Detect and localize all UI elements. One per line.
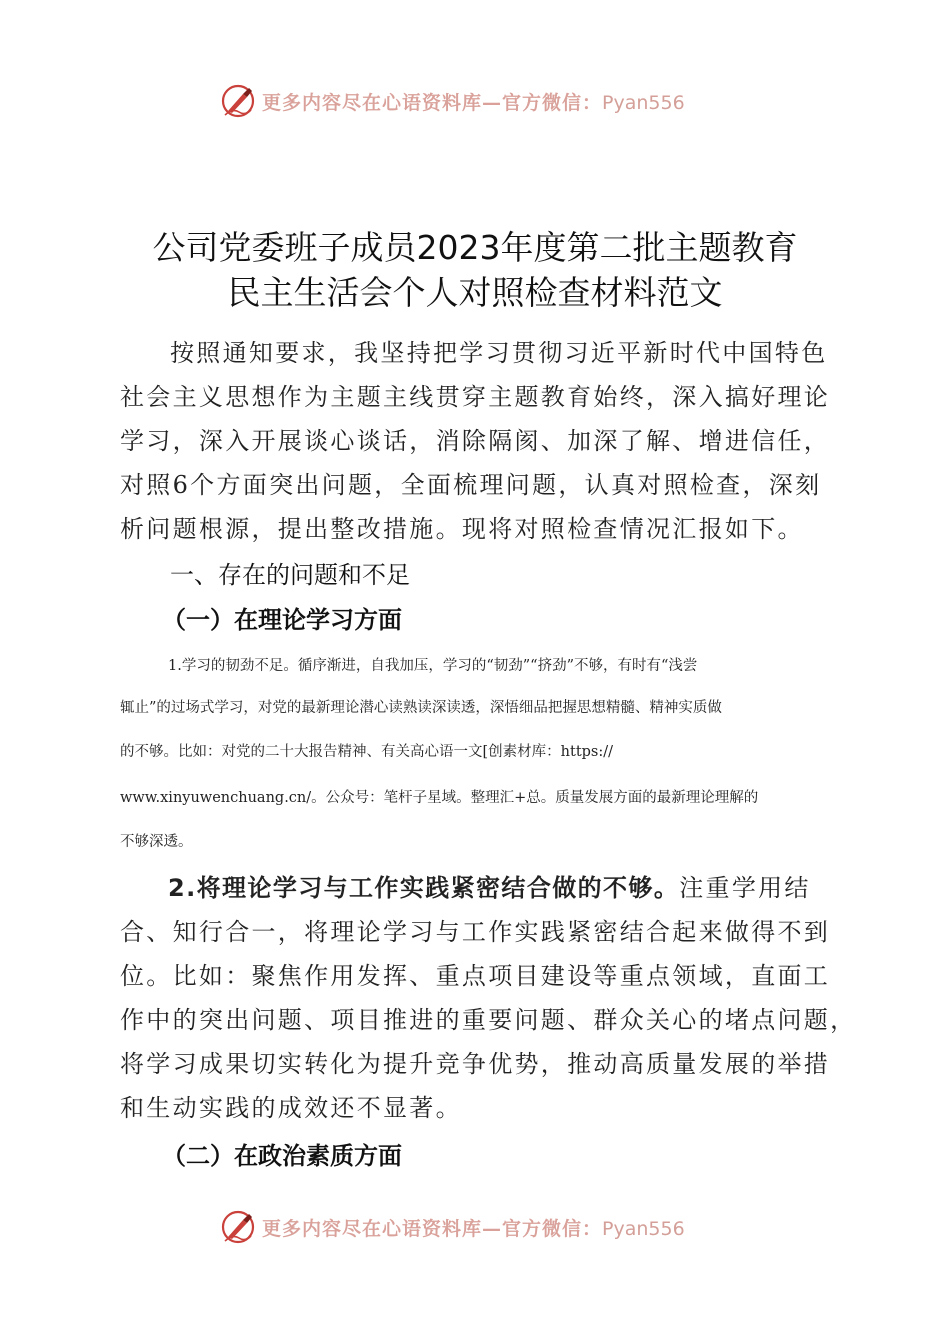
item-2-line: 作中的突出问题、项目推进的重要问题、群众关心的堵点问题， [120, 1006, 857, 1034]
item-2-first-line [168, 868, 811, 903]
subsection-heading-political-quality: （二）在政治素质方面 [162, 1142, 402, 1170]
item-2-line: 合、知行合一，将理论学习与工作实践紧密结合起来做得不到 [120, 918, 831, 946]
document-title-line-2: 民主生活会个人对照检查材料范文 [227, 273, 723, 312]
watermark-text: 更多内容尽在心语资料库—官方微信：Pyan556 [262, 92, 685, 114]
section-heading-problems: 一、存在的问题和不足 [170, 561, 410, 589]
subsection-heading-theory-study: （一）在理论学习方面 [162, 606, 402, 634]
item-2-line: 将学习成果切实转化为提升竞争优势，推动高质量发展的举措 [120, 1050, 831, 1078]
intro-line: 按照通知要求，我坚持把学习贯彻习近平新时代中国特色 [170, 339, 828, 367]
pen-seal-logo-icon [219, 1208, 257, 1246]
item-1-line: 不够深透。 [120, 834, 193, 850]
watermark-wechat-id: Pyan556 [602, 1218, 685, 1240]
footer-watermark [0, 1208, 950, 1248]
intro-line: 析问题根源，提出整改措施。现将对照检查情况汇报如下。 [120, 515, 804, 543]
item-1-line: 1.学习的韧劲不足。循序渐进，自我加压，学习的“韧劲”“挤劲”不够，有时有“浅尝 [168, 658, 698, 674]
intro-line: 学习，深入开展谈心谈话，消除隔阂、加深了解、增进信任， [120, 427, 831, 455]
item-2-line: 和生动实践的成效还不显著。 [120, 1094, 462, 1122]
item-1-line: 的不够。比如：对党的二十大报告精神、有关高心语一文[创素材库：https:// [120, 744, 614, 760]
item-1-line: 辄止”的过场式学习，对党的最新理论潜心读熟读深读透，深悟细品把握思想精髓、精神实质做 [120, 700, 722, 716]
intro-line: 社会主义思想作为主题主线贯穿主题教育始终，深入搞好理论 [120, 383, 831, 411]
pen-seal-logo-icon [219, 82, 257, 120]
item-1-line: www.xinyuwenchuang.cn/。公众号：笔杆子星域。整理汇+总。质量发展方面的最新理论理解的 [120, 790, 759, 806]
item-2-lead: 2.将理论学习与工作实践紧密结合做的不够。 [168, 874, 680, 902]
item-2-lead-rest: 注重学用结 [679, 874, 811, 902]
header-watermark [0, 82, 950, 122]
watermark-text: 更多内容尽在心语资料库—官方微信：Pyan556 [262, 1218, 685, 1240]
intro-line: 对照6个方面突出问题，全面梳理问题，认真对照检查，深刻 [120, 471, 822, 499]
watermark-wechat-id: Pyan556 [602, 92, 685, 114]
item-2-line: 位。比如：聚焦作用发挥、重点项目建设等重点领域，直面工 [120, 962, 831, 990]
document-title-line-1: 公司党委班子成员2023年度第二批主题教育 [152, 228, 798, 267]
